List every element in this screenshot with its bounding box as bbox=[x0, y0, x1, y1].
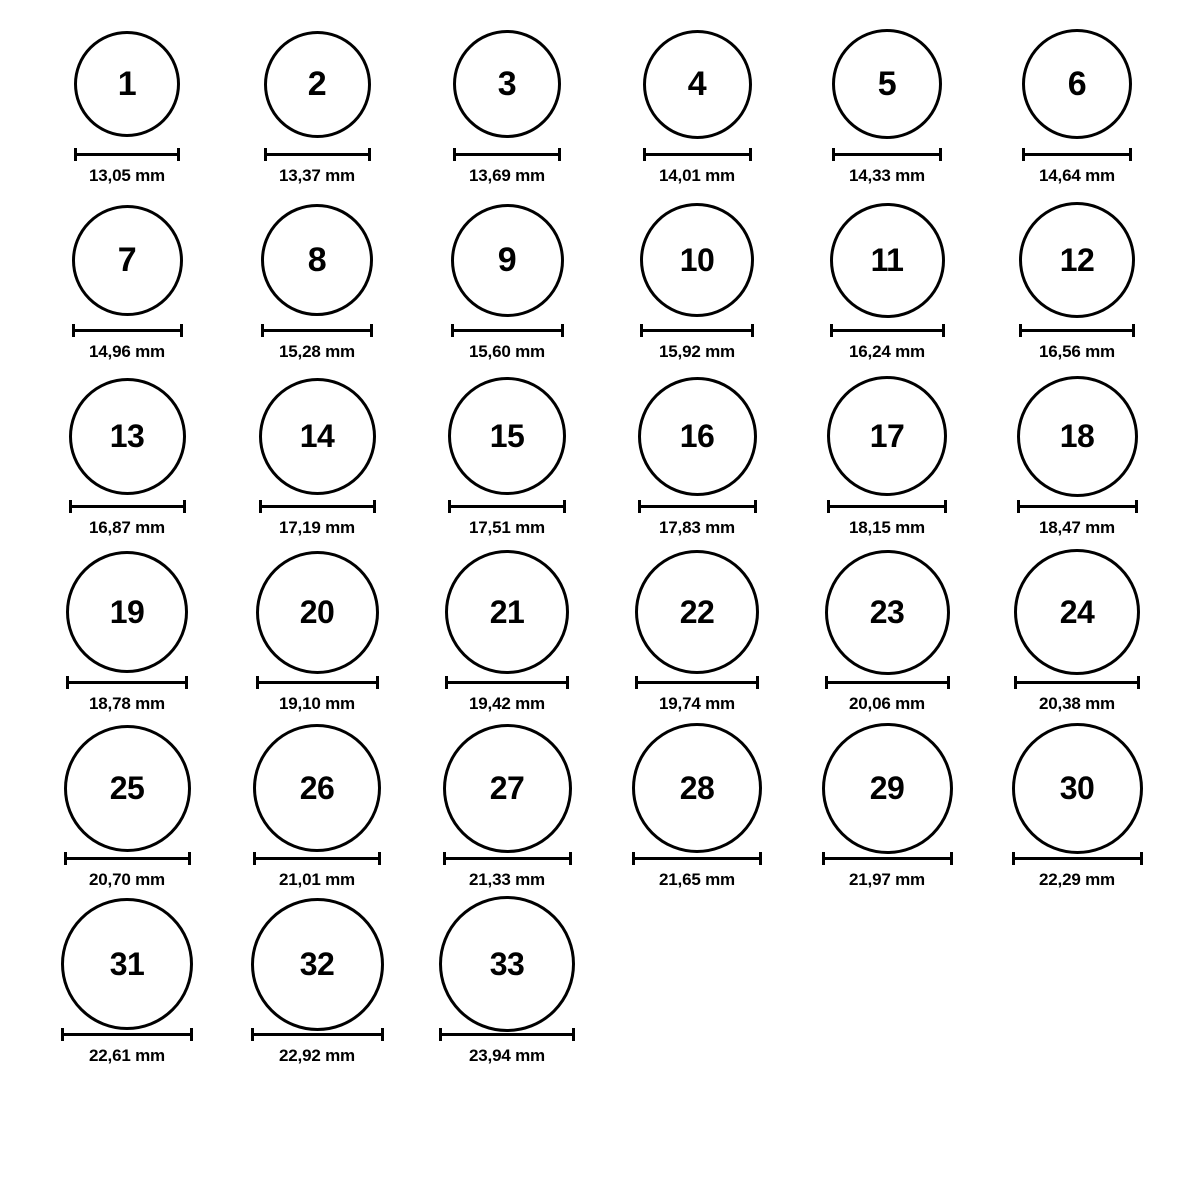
ring-circle[interactable] bbox=[66, 551, 188, 673]
ring-size-cell[interactable] bbox=[792, 726, 982, 902]
measure-cap-left bbox=[439, 1028, 442, 1041]
measure-cap-left bbox=[264, 148, 267, 161]
diameter-measure-bar bbox=[1017, 500, 1138, 512]
diameter-measure-bar bbox=[827, 500, 947, 512]
measure-cap-right bbox=[563, 500, 566, 513]
ring-size-number: 19 bbox=[109, 594, 145, 630]
measure-cap-right bbox=[373, 500, 376, 513]
measure-line bbox=[1017, 505, 1138, 508]
measure-line bbox=[643, 153, 752, 156]
diameter-label: 15,60 mm bbox=[469, 342, 545, 361]
ring-size-cell[interactable] bbox=[982, 198, 1172, 374]
measure-cap-left bbox=[256, 676, 259, 689]
measure-line bbox=[832, 153, 942, 156]
ring-circle[interactable] bbox=[64, 725, 191, 852]
diameter-label: 19,10 mm bbox=[279, 694, 355, 713]
ring-circle[interactable] bbox=[1019, 202, 1135, 318]
diameter-measure-bar bbox=[453, 148, 561, 160]
ring-size-cell[interactable] bbox=[602, 22, 792, 198]
measure-line bbox=[439, 1033, 575, 1036]
measure-cap-left bbox=[830, 324, 833, 337]
measure-cap-left bbox=[259, 500, 262, 513]
ring-circle[interactable] bbox=[1012, 723, 1143, 854]
diameter-measure-bar bbox=[640, 324, 754, 336]
measure-cap-left bbox=[1012, 852, 1015, 865]
measure-line bbox=[264, 153, 371, 156]
measure-line bbox=[443, 857, 572, 860]
diameter-measure-bar bbox=[64, 852, 191, 864]
measure-cap-left bbox=[632, 852, 635, 865]
ring-size-number: 22 bbox=[679, 594, 715, 630]
ring-circle[interactable] bbox=[251, 898, 384, 1031]
diameter-label: 22,29 mm bbox=[1039, 870, 1115, 889]
diameter-measure-bar bbox=[66, 676, 188, 688]
measure-cap-right bbox=[561, 324, 564, 337]
ring-size-cell[interactable] bbox=[792, 374, 982, 550]
ring-circle-wrapper bbox=[982, 374, 1172, 498]
measure-cap-left bbox=[638, 500, 641, 513]
ring-circle[interactable] bbox=[632, 723, 762, 853]
measure-line bbox=[830, 329, 945, 332]
diameter-label: 16,87 mm bbox=[89, 518, 165, 537]
ring-circle-wrapper bbox=[982, 22, 1172, 146]
diameter-measure-bar bbox=[632, 852, 762, 864]
diameter-measure-bar bbox=[264, 148, 371, 160]
measure-line bbox=[448, 505, 566, 508]
ring-circle-wrapper bbox=[222, 726, 412, 850]
measure-line bbox=[69, 505, 186, 508]
measure-cap-right bbox=[370, 324, 373, 337]
diameter-measure-bar bbox=[256, 676, 379, 688]
measure-cap-left bbox=[1014, 676, 1017, 689]
ring-circle-wrapper bbox=[222, 550, 412, 674]
diameter-label: 17,19 mm bbox=[279, 518, 355, 537]
diameter-label: 15,92 mm bbox=[659, 342, 735, 361]
measure-cap-right bbox=[190, 1028, 193, 1041]
ring-circle-wrapper bbox=[32, 902, 222, 1026]
measure-cap-right bbox=[180, 324, 183, 337]
measure-line bbox=[825, 681, 950, 684]
measure-cap-right bbox=[751, 324, 754, 337]
ring-size-cell[interactable] bbox=[602, 726, 792, 902]
ring-circle-wrapper bbox=[32, 374, 222, 498]
ring-size-number: 31 bbox=[109, 946, 145, 982]
measure-cap-left bbox=[453, 148, 456, 161]
ring-circle[interactable] bbox=[261, 204, 373, 316]
diameter-label: 17,51 mm bbox=[469, 518, 545, 537]
measure-line bbox=[74, 153, 180, 156]
measure-line bbox=[61, 1033, 193, 1036]
measure-cap-left bbox=[825, 676, 828, 689]
measure-cap-left bbox=[451, 324, 454, 337]
ring-size-cell[interactable] bbox=[982, 22, 1172, 198]
diameter-measure-bar bbox=[1022, 148, 1132, 160]
diameter-label: 16,24 mm bbox=[849, 342, 925, 361]
diameter-label: 17,83 mm bbox=[659, 518, 735, 537]
measure-line bbox=[256, 681, 379, 684]
diameter-measure-bar bbox=[451, 324, 564, 336]
diameter-label: 13,69 mm bbox=[469, 166, 545, 185]
ring-circle-wrapper bbox=[412, 198, 602, 322]
measure-cap-right bbox=[1129, 148, 1132, 161]
diameter-label: 20,70 mm bbox=[89, 870, 165, 889]
measure-line bbox=[1019, 329, 1135, 332]
measure-line bbox=[261, 329, 373, 332]
measure-line bbox=[632, 857, 762, 860]
diameter-measure-bar bbox=[635, 676, 759, 688]
ring-size-cell[interactable] bbox=[602, 550, 792, 726]
measure-cap-left bbox=[443, 852, 446, 865]
ring-circle[interactable] bbox=[259, 378, 376, 495]
ring-circle[interactable] bbox=[827, 376, 947, 496]
measure-line bbox=[1012, 857, 1143, 860]
measure-cap-left bbox=[72, 324, 75, 337]
measure-line bbox=[635, 681, 759, 684]
measure-cap-right bbox=[381, 1028, 384, 1041]
ring-circle[interactable] bbox=[61, 898, 193, 1030]
ring-circle-wrapper bbox=[602, 374, 792, 498]
diameter-measure-bar bbox=[1012, 852, 1143, 864]
measure-cap-left bbox=[61, 1028, 64, 1041]
ring-circle[interactable] bbox=[445, 550, 569, 674]
ring-size-cell[interactable] bbox=[222, 374, 412, 550]
measure-cap-left bbox=[1022, 148, 1025, 161]
ring-circle[interactable] bbox=[643, 30, 752, 139]
measure-line bbox=[451, 329, 564, 332]
diameter-measure-bar bbox=[261, 324, 373, 336]
diameter-label: 22,61 mm bbox=[89, 1046, 165, 1065]
ring-circle[interactable] bbox=[1017, 376, 1138, 497]
ring-size-number: 14 bbox=[299, 418, 335, 454]
measure-cap-left bbox=[74, 148, 77, 161]
ring-size-number: 12 bbox=[1059, 242, 1095, 278]
diameter-measure-bar bbox=[822, 852, 953, 864]
measure-cap-right bbox=[185, 676, 188, 689]
diameter-label: 18,15 mm bbox=[849, 518, 925, 537]
ring-circle-wrapper bbox=[982, 726, 1172, 850]
ring-circle[interactable] bbox=[74, 31, 180, 137]
ring-circle-wrapper bbox=[602, 198, 792, 322]
ring-circle-wrapper bbox=[222, 198, 412, 322]
measure-cap-left bbox=[69, 500, 72, 513]
ring-circle-wrapper bbox=[222, 22, 412, 146]
ring-circle[interactable] bbox=[253, 724, 381, 852]
ring-circle-wrapper bbox=[982, 550, 1172, 674]
ring-size-number: 29 bbox=[869, 770, 905, 806]
ring-circle-wrapper bbox=[32, 550, 222, 674]
ring-size-number: 27 bbox=[489, 770, 525, 806]
measure-cap-right bbox=[947, 676, 950, 689]
ring-circle[interactable] bbox=[825, 550, 950, 675]
measure-line bbox=[253, 857, 381, 860]
ring-size-number: 3 bbox=[497, 65, 517, 103]
ring-circle-wrapper bbox=[792, 550, 982, 674]
measure-cap-left bbox=[251, 1028, 254, 1041]
measure-cap-left bbox=[448, 500, 451, 513]
diameter-measure-bar bbox=[74, 148, 180, 160]
ring-size-cell[interactable] bbox=[982, 726, 1172, 902]
diameter-label: 15,28 mm bbox=[279, 342, 355, 361]
diameter-measure-bar bbox=[259, 500, 376, 512]
ring-circle-wrapper bbox=[602, 22, 792, 146]
diameter-label: 21,97 mm bbox=[849, 870, 925, 889]
ring-size-number: 4 bbox=[687, 65, 707, 103]
measure-line bbox=[453, 153, 561, 156]
diameter-label: 21,65 mm bbox=[659, 870, 735, 889]
ring-size-number: 30 bbox=[1059, 770, 1095, 806]
diameter-measure-bar bbox=[439, 1028, 575, 1040]
measure-line bbox=[827, 505, 947, 508]
measure-cap-right bbox=[944, 500, 947, 513]
measure-cap-right bbox=[754, 500, 757, 513]
diameter-measure-bar bbox=[1019, 324, 1135, 336]
ring-circle[interactable] bbox=[451, 204, 564, 317]
measure-cap-left bbox=[827, 500, 830, 513]
ring-size-cell[interactable] bbox=[32, 726, 222, 902]
diameter-measure-bar bbox=[251, 1028, 384, 1040]
ring-size-number: 18 bbox=[1059, 418, 1095, 454]
ring-size-number: 28 bbox=[679, 770, 715, 806]
measure-cap-right bbox=[756, 676, 759, 689]
measure-line bbox=[822, 857, 953, 860]
measure-cap-right bbox=[950, 852, 953, 865]
diameter-measure-bar bbox=[69, 500, 186, 512]
ring-size-cell[interactable] bbox=[792, 550, 982, 726]
measure-cap-left bbox=[643, 148, 646, 161]
measure-cap-right bbox=[1132, 324, 1135, 337]
measure-cap-right bbox=[188, 852, 191, 865]
ring-size-cell[interactable] bbox=[982, 374, 1172, 550]
ring-size-number: 11 bbox=[870, 242, 904, 278]
ring-size-number: 25 bbox=[109, 770, 145, 806]
measure-cap-right bbox=[566, 676, 569, 689]
measure-line bbox=[1022, 153, 1132, 156]
ring-circle-wrapper bbox=[412, 550, 602, 674]
ring-circle-wrapper bbox=[792, 22, 982, 146]
measure-cap-right bbox=[1135, 500, 1138, 513]
ring-size-cell[interactable] bbox=[792, 22, 982, 198]
measure-cap-left bbox=[64, 852, 67, 865]
ring-circle-wrapper bbox=[32, 726, 222, 850]
ring-size-number: 15 bbox=[489, 418, 525, 454]
diameter-label: 14,01 mm bbox=[659, 166, 735, 185]
ring-circle-wrapper bbox=[412, 22, 602, 146]
ring-size-number: 13 bbox=[109, 418, 145, 454]
diameter-measure-bar bbox=[448, 500, 566, 512]
measure-cap-right bbox=[378, 852, 381, 865]
measure-cap-right bbox=[939, 148, 942, 161]
diameter-label: 14,96 mm bbox=[89, 342, 165, 361]
diameter-measure-bar bbox=[72, 324, 183, 336]
ring-circle-wrapper bbox=[602, 726, 792, 850]
measure-cap-right bbox=[1137, 676, 1140, 689]
ring-size-number: 9 bbox=[497, 241, 517, 279]
ring-circle[interactable] bbox=[1022, 29, 1132, 139]
ring-size-number: 10 bbox=[679, 242, 715, 278]
diameter-label: 20,06 mm bbox=[849, 694, 925, 713]
ring-circle[interactable] bbox=[822, 723, 953, 854]
ring-size-cell[interactable] bbox=[412, 374, 602, 550]
ring-circle-wrapper bbox=[412, 902, 602, 1026]
ring-size-cell[interactable] bbox=[32, 198, 222, 374]
ring-circle[interactable] bbox=[264, 31, 371, 138]
ring-circle[interactable] bbox=[635, 550, 759, 674]
diameter-measure-bar bbox=[638, 500, 757, 512]
measure-line bbox=[251, 1033, 384, 1036]
measure-cap-left bbox=[261, 324, 264, 337]
diameter-label: 18,47 mm bbox=[1039, 518, 1115, 537]
measure-cap-right bbox=[572, 1028, 575, 1041]
measure-cap-left bbox=[1019, 324, 1022, 337]
ring-size-cell[interactable] bbox=[602, 374, 792, 550]
diameter-measure-bar bbox=[643, 148, 752, 160]
measure-cap-right bbox=[183, 500, 186, 513]
ring-circle-wrapper bbox=[222, 902, 412, 1026]
diameter-label: 21,01 mm bbox=[279, 870, 355, 889]
ring-size-number: 2 bbox=[307, 65, 327, 103]
ring-circle-wrapper bbox=[412, 726, 602, 850]
measure-cap-right bbox=[569, 852, 572, 865]
diameter-measure-bar bbox=[443, 852, 572, 864]
ring-circle-wrapper bbox=[982, 198, 1172, 322]
ring-size-number: 5 bbox=[877, 65, 897, 103]
ring-size-number: 32 bbox=[299, 946, 335, 982]
ring-size-number: 6 bbox=[1067, 65, 1087, 103]
ring-circle-wrapper bbox=[222, 374, 412, 498]
ring-size-number: 26 bbox=[299, 770, 335, 806]
diameter-label: 21,33 mm bbox=[469, 870, 545, 889]
ring-size-cell[interactable] bbox=[32, 902, 222, 1078]
diameter-measure-bar bbox=[61, 1028, 193, 1040]
ring-size-number: 1 bbox=[117, 65, 137, 103]
diameter-measure-bar bbox=[445, 676, 569, 688]
diameter-label: 19,42 mm bbox=[469, 694, 545, 713]
ring-circle[interactable] bbox=[256, 551, 379, 674]
ring-size-number: 20 bbox=[299, 594, 335, 630]
ring-size-cell[interactable] bbox=[222, 550, 412, 726]
ring-size-number: 33 bbox=[489, 946, 525, 982]
ring-circle[interactable] bbox=[638, 377, 757, 496]
measure-cap-right bbox=[376, 676, 379, 689]
ring-size-number: 16 bbox=[679, 418, 715, 454]
ring-circle-wrapper bbox=[412, 374, 602, 498]
measure-line bbox=[638, 505, 757, 508]
ring-size-cell[interactable] bbox=[982, 550, 1172, 726]
ring-circle[interactable] bbox=[1014, 549, 1140, 675]
ring-size-cell[interactable] bbox=[602, 198, 792, 374]
ring-circle-wrapper bbox=[792, 198, 982, 322]
measure-cap-right bbox=[177, 148, 180, 161]
ring-size-number: 24 bbox=[1059, 594, 1095, 630]
measure-line bbox=[64, 857, 191, 860]
ring-circle-wrapper bbox=[32, 198, 222, 322]
ring-circle-wrapper bbox=[602, 550, 792, 674]
ring-size-cell[interactable] bbox=[412, 902, 602, 1078]
ring-size-cell[interactable] bbox=[222, 726, 412, 902]
measure-line bbox=[72, 329, 183, 332]
measure-cap-right bbox=[368, 148, 371, 161]
diameter-measure-bar bbox=[1014, 676, 1140, 688]
ring-circle[interactable] bbox=[830, 203, 945, 318]
diameter-label: 14,33 mm bbox=[849, 166, 925, 185]
ring-size-number: 8 bbox=[307, 241, 327, 279]
diameter-label: 16,56 mm bbox=[1039, 342, 1115, 361]
ring-circle[interactable] bbox=[832, 29, 942, 139]
ring-size-number: 7 bbox=[117, 241, 137, 279]
diameter-label: 22,92 mm bbox=[279, 1046, 355, 1065]
measure-cap-left bbox=[640, 324, 643, 337]
ring-size-cell[interactable] bbox=[412, 198, 602, 374]
ring-size-number: 23 bbox=[869, 594, 905, 630]
ring-size-number: 17 bbox=[869, 418, 905, 454]
ring-circle[interactable] bbox=[439, 896, 575, 1032]
ring-size-cell[interactable] bbox=[412, 726, 602, 902]
diameter-label: 18,78 mm bbox=[89, 694, 165, 713]
measure-cap-right bbox=[1140, 852, 1143, 865]
measure-cap-left bbox=[445, 676, 448, 689]
ring-circle[interactable] bbox=[69, 378, 186, 495]
ring-size-cell[interactable] bbox=[222, 22, 412, 198]
diameter-measure-bar bbox=[825, 676, 950, 688]
ring-circle[interactable] bbox=[72, 205, 183, 316]
measure-cap-right bbox=[558, 148, 561, 161]
ring-circle-wrapper bbox=[792, 374, 982, 498]
measure-cap-right bbox=[759, 852, 762, 865]
diameter-label: 19,74 mm bbox=[659, 694, 735, 713]
ring-circle-wrapper bbox=[32, 22, 222, 146]
measure-cap-left bbox=[253, 852, 256, 865]
diameter-measure-bar bbox=[253, 852, 381, 864]
ring-size-cell[interactable] bbox=[32, 550, 222, 726]
ring-size-cell[interactable] bbox=[792, 198, 982, 374]
ring-size-grid bbox=[0, 22, 1200, 1078]
measure-line bbox=[445, 681, 569, 684]
measure-cap-right bbox=[749, 148, 752, 161]
ring-circle[interactable] bbox=[443, 724, 572, 853]
measure-line bbox=[66, 681, 188, 684]
ring-size-cell[interactable] bbox=[412, 22, 602, 198]
diameter-label: 13,05 mm bbox=[89, 166, 165, 185]
diameter-measure-bar bbox=[830, 324, 945, 336]
measure-cap-left bbox=[1017, 500, 1020, 513]
ring-size-cell[interactable] bbox=[32, 374, 222, 550]
diameter-label: 23,94 mm bbox=[469, 1046, 545, 1065]
ring-size-cell[interactable] bbox=[222, 902, 412, 1078]
diameter-label: 14,64 mm bbox=[1039, 166, 1115, 185]
measure-line bbox=[259, 505, 376, 508]
ring-circle-wrapper bbox=[792, 726, 982, 850]
ring-size-number: 21 bbox=[489, 594, 525, 630]
ring-size-cell[interactable] bbox=[32, 22, 222, 198]
diameter-label: 13,37 mm bbox=[279, 166, 355, 185]
diameter-measure-bar bbox=[832, 148, 942, 160]
measure-cap-left bbox=[822, 852, 825, 865]
measure-cap-right bbox=[942, 324, 945, 337]
measure-line bbox=[1014, 681, 1140, 684]
ring-size-cell[interactable] bbox=[412, 550, 602, 726]
measure-line bbox=[640, 329, 754, 332]
ring-circle[interactable] bbox=[453, 30, 561, 138]
measure-cap-left bbox=[66, 676, 69, 689]
diameter-label: 20,38 mm bbox=[1039, 694, 1115, 713]
measure-cap-left bbox=[832, 148, 835, 161]
ring-size-cell[interactable] bbox=[222, 198, 412, 374]
measure-cap-left bbox=[635, 676, 638, 689]
ring-circle[interactable] bbox=[640, 203, 754, 317]
ring-circle[interactable] bbox=[448, 377, 566, 495]
